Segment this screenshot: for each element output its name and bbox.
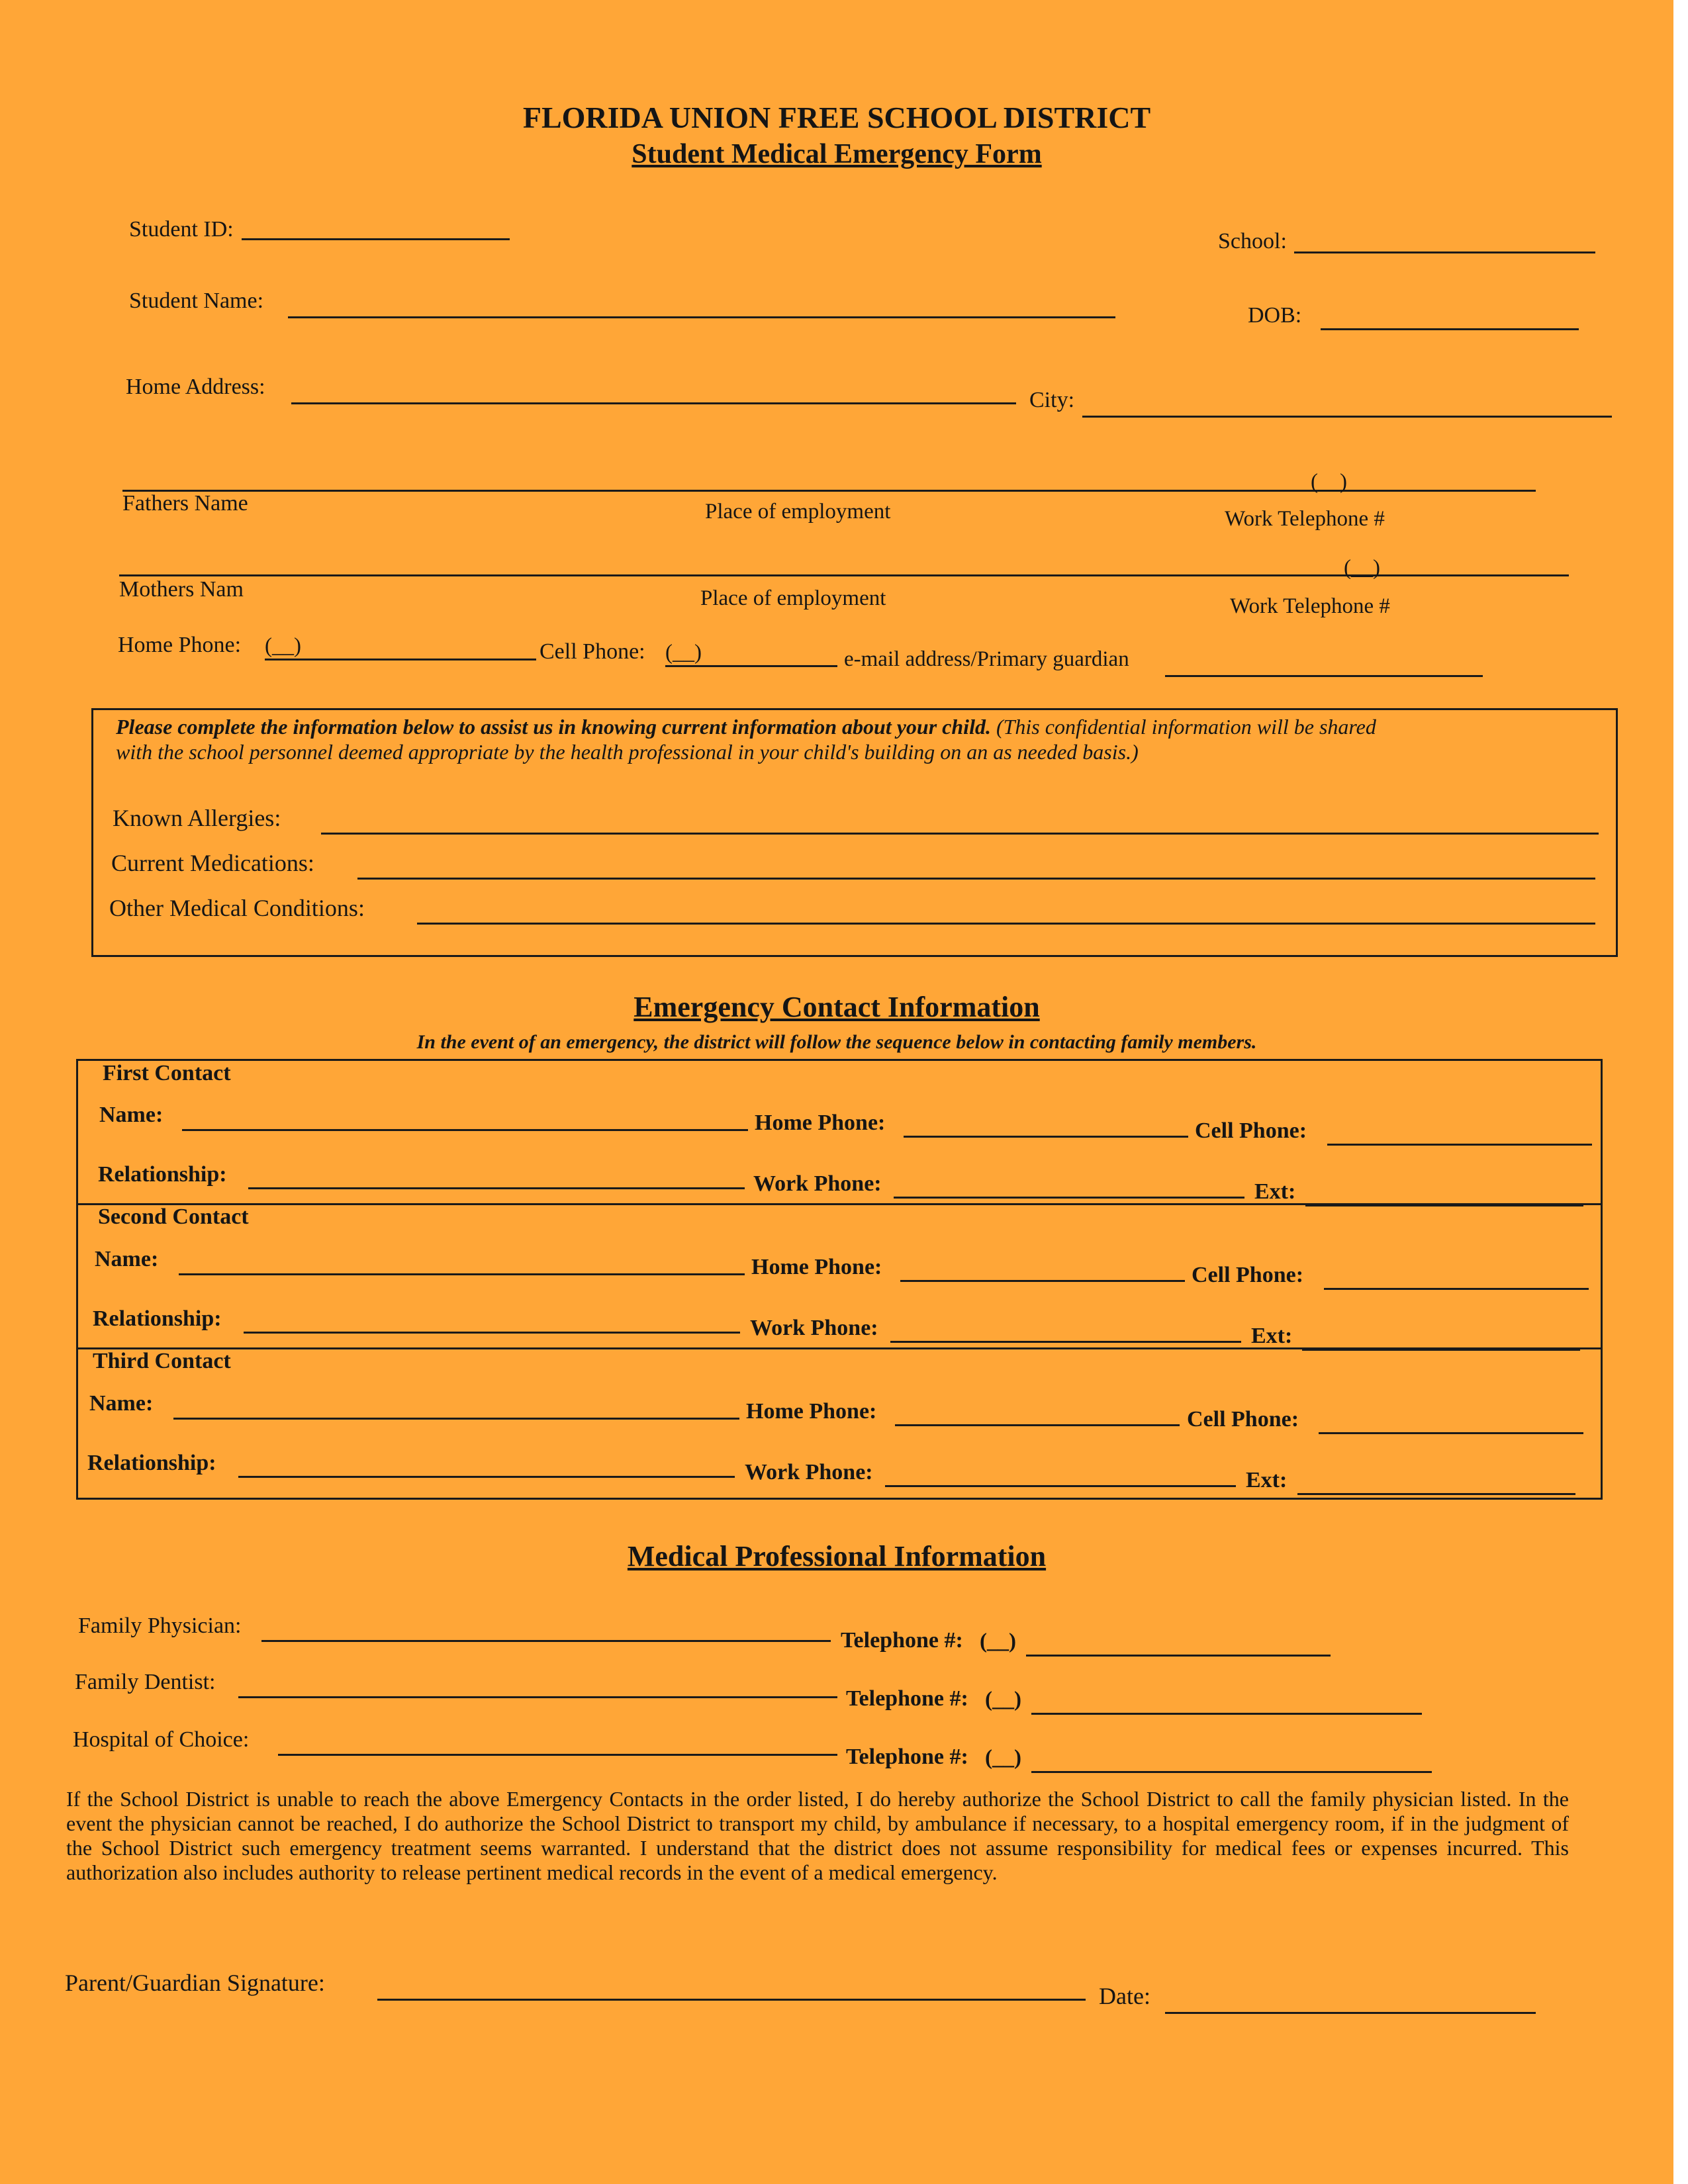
mother-name-label: Mothers Nam [119, 577, 244, 602]
first-contact-home-phone-line[interactable] [904, 1136, 1188, 1138]
dentist-telephone-paren: (__) [985, 1688, 1021, 1711]
third-contact-cell-phone-line[interactable] [1319, 1432, 1583, 1434]
father-work-paren: (__) [1311, 470, 1347, 494]
known-allergies-line[interactable] [321, 833, 1599, 835]
first-contact-cell-phone-line[interactable] [1327, 1144, 1592, 1146]
third-contact-title: Third Contact [93, 1349, 231, 1373]
other-conditions-label: Other Medical Conditions: [109, 895, 365, 921]
district-title: FLORIDA UNION FREE SCHOOL DISTRICT [522, 101, 1151, 134]
email-line[interactable] [1165, 675, 1483, 677]
student-id-line[interactable] [242, 238, 510, 240]
first-contact-ext-line[interactable] [1305, 1205, 1583, 1206]
dentist-telephone-line[interactable] [1031, 1713, 1422, 1715]
mother-work-tel-label: Work Telephone # [1230, 594, 1390, 618]
physician-telephone-paren: (__) [980, 1629, 1016, 1653]
physician-telephone-line[interactable] [1026, 1655, 1331, 1657]
signature-line[interactable] [377, 1999, 1086, 2001]
second-contact-name-line[interactable] [179, 1273, 745, 1275]
third-contact-relationship-line[interactable] [238, 1476, 735, 1478]
third-contact-name-line[interactable] [173, 1418, 739, 1420]
mother-work-paren: (__) [1344, 556, 1380, 580]
mother-employment-label: Place of employment [700, 586, 886, 610]
cell-phone-paren: (__) [665, 641, 702, 664]
emergency-subheading: In the event of an emergency, the district will follow the sequence below in contacting family members. [416, 1031, 1257, 1053]
hospital-telephone-line[interactable] [1031, 1771, 1432, 1773]
third-contact-work-phone-line[interactable] [885, 1485, 1236, 1487]
medical-info-intro-1 [116, 716, 1376, 737]
first-contact-name-label: Name: [99, 1103, 164, 1127]
second-contact-relationship-line[interactable] [244, 1332, 740, 1334]
school-label: School: [1218, 229, 1287, 253]
hospital-telephone-paren: (__) [985, 1746, 1021, 1770]
form-title: Student Medical Emergency Form [632, 139, 1042, 169]
home-phone-label: Home Phone: [118, 633, 242, 657]
second-contact-cell-phone-line[interactable] [1324, 1288, 1589, 1290]
medical-info-intro-rest: (This confidential information will be shared [996, 715, 1376, 739]
second-contact-work-phone-line[interactable] [890, 1341, 1241, 1343]
father-employment-label: Place of employment [705, 500, 891, 523]
date-line[interactable] [1165, 2012, 1536, 2014]
first-contact-relationship-line[interactable] [248, 1187, 745, 1189]
father-name-label: Fathers Name [122, 491, 248, 516]
medical-professional-heading: Medical Professional Information [627, 1540, 1047, 1572]
student-id-label: Student ID: [129, 217, 234, 242]
student-name-label: Student Name: [129, 289, 264, 313]
first-contact-name-line[interactable] [182, 1129, 748, 1131]
third-contact-ext-label: Ext: [1246, 1468, 1288, 1492]
hospital-label: Hospital of Choice: [73, 1727, 250, 1752]
third-contact-cell-phone-label: Cell Phone: [1187, 1407, 1299, 1432]
second-contact-work-phone-label: Work Phone: [750, 1316, 878, 1340]
city-line[interactable] [1082, 416, 1612, 418]
first-contact-cell-phone-label: Cell Phone: [1195, 1118, 1307, 1143]
third-contact-ext-line[interactable] [1297, 1493, 1575, 1495]
second-contact-cell-phone-label: Cell Phone: [1192, 1263, 1304, 1287]
second-contact-relationship-label: Relationship: [93, 1306, 222, 1331]
hospital-telephone-label: Telephone #: [846, 1745, 968, 1769]
third-contact-work-phone-label: Work Phone: [745, 1460, 873, 1484]
third-contact-name-label: Name: [89, 1391, 154, 1416]
second-contact-ext-line[interactable] [1302, 1349, 1580, 1351]
city-label: City: [1029, 388, 1075, 412]
home-phone-line[interactable] [265, 659, 536, 660]
family-physician-line[interactable] [261, 1640, 831, 1642]
current-medications-label: Current Medications: [111, 850, 314, 876]
father-work-tel-label: Work Telephone # [1225, 507, 1385, 531]
third-contact-home-phone-line[interactable] [895, 1424, 1180, 1426]
second-contact-title: Second Contact [98, 1205, 249, 1229]
family-dentist-label: Family Dentist: [75, 1670, 216, 1694]
second-contact-ext-label: Ext: [1251, 1324, 1293, 1348]
authorization-paragraph: If the School District is unable to reach the above Emergency Contacts in the order listed, I do hereby authorize the School District to call the family physician listed. In the event the physician cannot be reached, I do authorize the School District to transport my child, by ambulance if necessary, to a hospital emergency room, if in the judgment of the School District such emergency treatment seems warranted. I understand that the district does not assume responsibility for medical fees or expenses incurred. This authorization also includes authority to release pertinent medical records in the event of a medical emergency. [66, 1787, 1569, 1884]
date-label: Date: [1099, 1983, 1150, 2009]
home-phone-paren: (__) [265, 634, 301, 658]
first-contact-ext-label: Ext: [1254, 1179, 1296, 1204]
current-medications-line[interactable] [357, 878, 1595, 880]
cell-phone-line[interactable] [665, 665, 837, 667]
family-dentist-line[interactable] [238, 1696, 837, 1698]
first-contact-relationship-label: Relationship: [98, 1162, 227, 1187]
medical-info-intro-2: with the school personnel deemed appropriate by the health professional in your child's building on an as needed basis.) [116, 740, 1139, 764]
hospital-line[interactable] [278, 1754, 837, 1756]
other-conditions-line[interactable] [417, 923, 1595, 925]
third-contact-home-phone-label: Home Phone: [746, 1399, 877, 1424]
email-label: e-mail address/Primary guardian [844, 647, 1129, 671]
school-line[interactable] [1294, 251, 1595, 253]
medical-info-intro-bold: Please complete the information below to assist us in knowing current information about your child. [116, 715, 991, 739]
home-address-line[interactable] [291, 402, 1016, 404]
physician-telephone-label: Telephone #: [841, 1628, 963, 1653]
dob-line[interactable] [1321, 328, 1579, 330]
second-contact-home-phone-label: Home Phone: [751, 1255, 882, 1279]
first-contact-home-phone-label: Home Phone: [755, 1111, 886, 1135]
family-physician-label: Family Physician: [78, 1614, 242, 1638]
second-contact-name-label: Name: [95, 1247, 159, 1271]
first-contact-title: First Contact [103, 1061, 231, 1085]
second-contact-home-phone-line[interactable] [900, 1280, 1185, 1282]
signature-label: Parent/Guardian Signature: [65, 1970, 325, 1996]
emergency-heading: Emergency Contact Information [633, 991, 1040, 1023]
third-contact-relationship-label: Relationship: [87, 1451, 216, 1475]
student-name-line[interactable] [288, 316, 1115, 318]
cell-phone-label: Cell Phone: [539, 639, 645, 664]
first-contact-work-phone-label: Work Phone: [753, 1171, 882, 1196]
known-allergies-label: Known Allergies: [113, 805, 281, 831]
first-contact-work-phone-line[interactable] [894, 1197, 1244, 1199]
dentist-telephone-label: Telephone #: [846, 1686, 968, 1711]
home-address-label: Home Address: [126, 375, 265, 399]
dob-label: DOB: [1248, 303, 1302, 328]
